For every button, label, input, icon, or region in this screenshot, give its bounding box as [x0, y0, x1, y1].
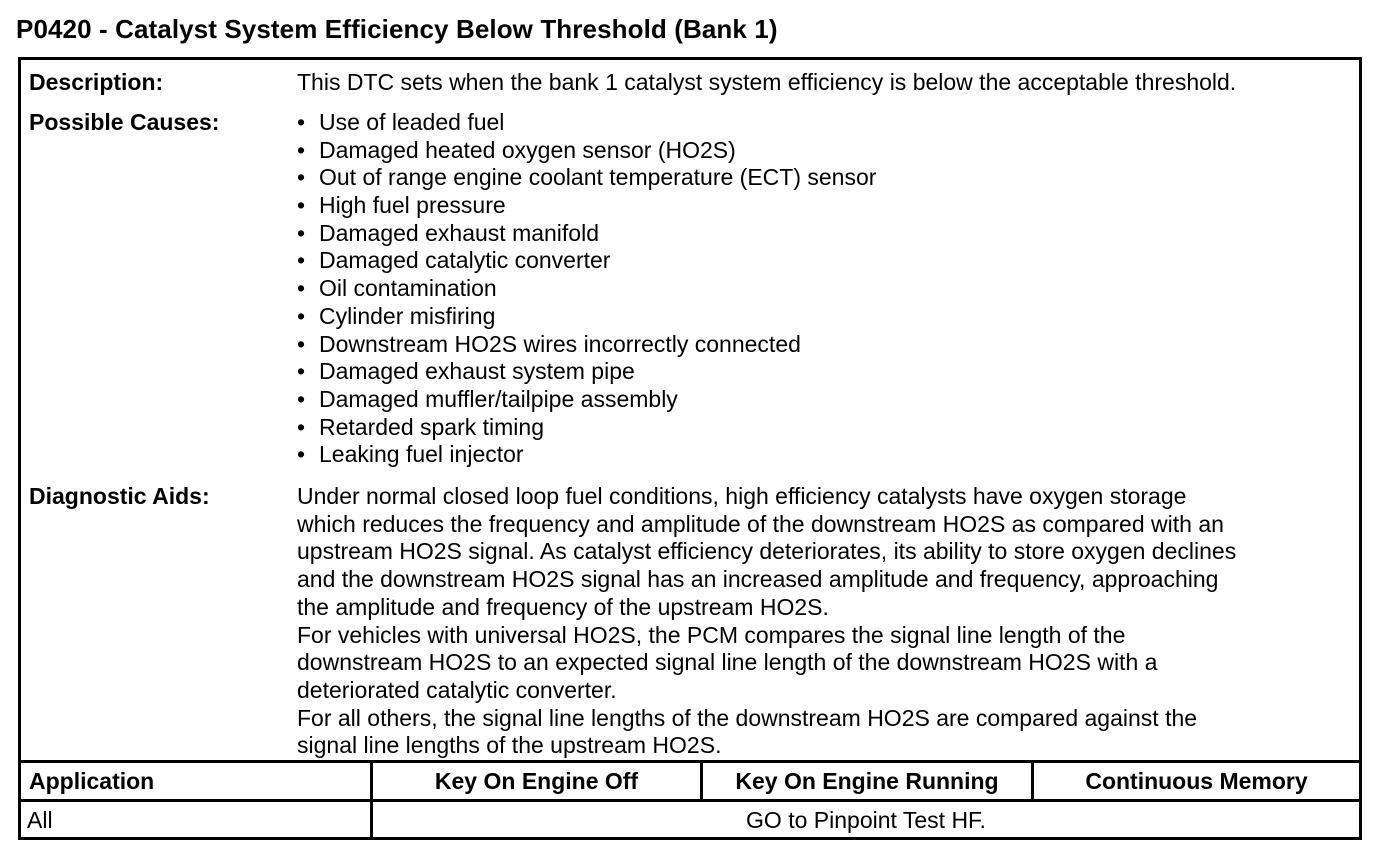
cause-item: • Damaged heated oxygen sensor (HO2S) [297, 137, 876, 165]
diagnostic-aids-line: Under normal closed loop fuel conditions, high efficiency catalysts have oxygen storage [297, 483, 1187, 509]
cause-item: • Out of range engine coolant temperature (ECT) sensor [297, 164, 876, 192]
possible-causes-label: Possible Causes: [29, 109, 220, 135]
diagnostic-aids-line: the amplitude and frequency of the upstream HO2S. [297, 593, 829, 620]
table-row-application: All [27, 807, 53, 833]
possible-causes-list [297, 109, 876, 469]
cause-item: • Oil contamination [297, 275, 876, 303]
table-row-action: GO to Pinpoint Test HF. [746, 807, 986, 833]
cause-item: • Retarded spark timing [297, 414, 876, 442]
dtc-info-table [18, 57, 1362, 840]
description-label: Description: [29, 69, 164, 95]
diagnostic-aids-line: which reduces the frequency and amplitude of the downstream HO2S as compared with an [297, 510, 1224, 537]
description-text: This DTC sets when the bank 1 catalyst system efficiency is below the acceptable threshold. [297, 69, 1237, 95]
diagnostic-aids-text [297, 483, 1236, 760]
page-title: P0420 - Catalyst System Efficiency Below Threshold (Bank 1) [16, 14, 778, 44]
diagnostic-aids-line: For vehicles with universal HO2S, the PCM compares the signal line length of the [297, 621, 1126, 648]
cause-item: • Damaged exhaust system pipe [297, 358, 876, 386]
cause-item: • Damaged muffler/tailpipe assembly [297, 386, 876, 414]
cause-item: • High fuel pressure [297, 192, 876, 220]
diagnostic-aids-line: upstream HO2S signal. As catalyst efficiency deteriorates, its ability to store oxygen declines [297, 538, 1237, 565]
column-header-continuous-memory: Continuous Memory [1085, 768, 1308, 794]
diagnostic-aids-line: downstream HO2S to an expected signal line length of the downstream HO2S with a [297, 649, 1158, 676]
diagnostic-aids-line: and the downstream HO2S signal has an increased amplitude and frequency, approaching [297, 566, 1219, 593]
diagnostic-aids-line: For all others, the signal line lengths of the downstream HO2S are compared against the [297, 704, 1198, 731]
cause-item: • Damaged catalytic converter [297, 247, 876, 275]
column-header-application: Application [29, 768, 155, 794]
cause-item: • Use of leaded fuel [297, 109, 876, 137]
diagnostic-aids-line: signal line lengths of the upstream HO2S. [297, 732, 722, 759]
diagnostic-aids-label: Diagnostic Aids: [29, 483, 210, 509]
column-header-koeo: Key On Engine Off [434, 768, 639, 794]
diagnostic-aids-line: deteriorated catalytic converter. [297, 676, 617, 703]
cause-item: • Damaged exhaust manifold [297, 220, 876, 248]
cause-item: • Leaking fuel injector [297, 441, 876, 469]
cause-item: • Downstream HO2S wires incorrectly connected [297, 331, 876, 359]
column-header-koer: Key On Engine Running [735, 768, 999, 794]
cause-item: • Cylinder misfiring [297, 303, 876, 331]
